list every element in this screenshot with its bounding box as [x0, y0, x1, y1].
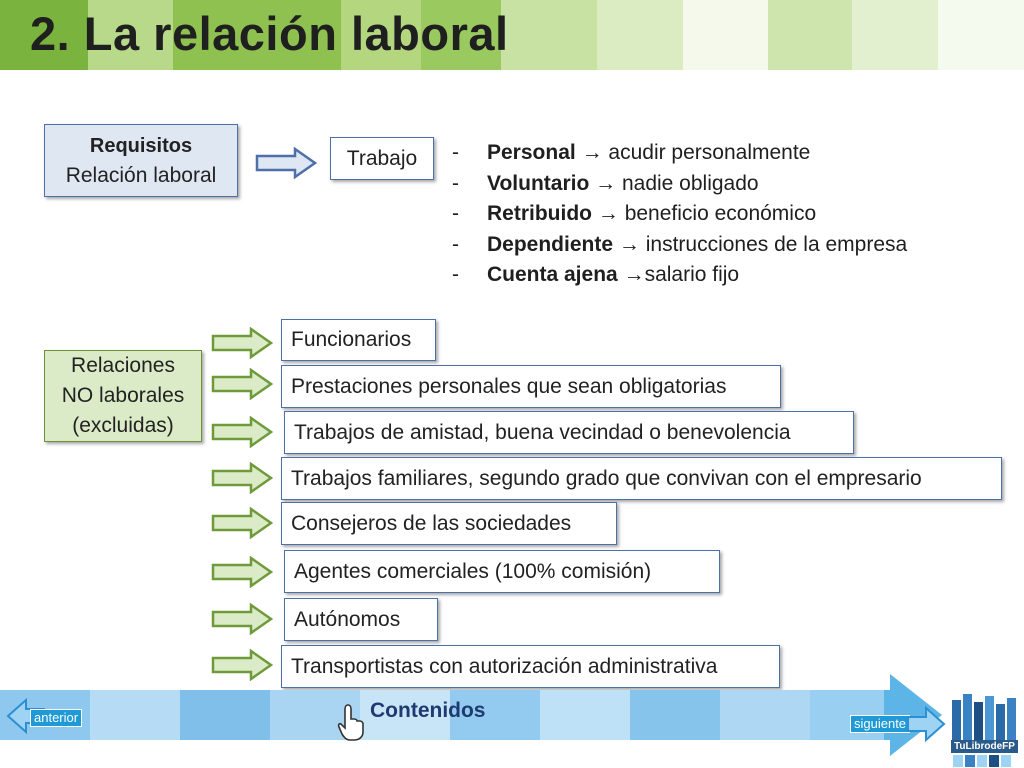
green-arrow-icon: [211, 368, 273, 400]
transportistas-box: Transportistas con autorización administrativa: [281, 645, 780, 688]
contenidos-link[interactable]: Contenidos: [370, 699, 486, 722]
blue-arrow-icon: [255, 147, 317, 179]
green-arrow-icon: [211, 603, 273, 635]
list-item: - Personal → acudir personalmente: [452, 141, 811, 164]
prestaciones-box: Prestaciones personales que sean obligatorias: [281, 365, 781, 408]
trabajos-familiares-box: Trabajos familiares, segundo grado que convivan con el empresario: [281, 457, 1002, 500]
next-arrow-icon[interactable]: [906, 706, 946, 742]
requisitos-label: Requisitos: [89, 134, 193, 157]
relaciones-label: Relaciones: [71, 354, 175, 377]
siguiente-button[interactable]: siguiente: [850, 715, 910, 733]
list-item: - Voluntario → nadie obligado: [452, 171, 759, 195]
excluidas-label: (excluidas): [72, 414, 174, 437]
relaciones-no-laborales-box: [44, 350, 202, 442]
no-laborales-label: NO laborales: [61, 384, 185, 407]
consejeros-box: Consejeros de las sociedades: [281, 502, 617, 545]
green-arrow-icon: [211, 507, 273, 539]
requisitos-list: [452, 138, 907, 291]
list-item: - Retribuido → beneficio económico: [452, 202, 817, 226]
green-arrow-icon: [211, 649, 273, 681]
list-item: - Cuenta ajena →salario fijo: [452, 263, 740, 287]
relacion-laboral-label: Relación laboral: [65, 163, 217, 187]
logo-text: TuLibrodeFP: [951, 740, 1018, 753]
green-arrow-icon: [211, 556, 273, 588]
requisitos-box: [44, 124, 238, 197]
page-title: 2. La relación laboral: [30, 7, 509, 60]
green-arrow-icon: [211, 462, 273, 494]
autonomos-box: Autónomos: [284, 598, 438, 641]
green-arrow-icon: [211, 327, 273, 359]
trabajo-box: Trabajo: [330, 137, 434, 180]
anterior-button[interactable]: anterior: [30, 709, 82, 727]
trabajos-amistad-box: Trabajos de amistad, buena vecindad o benevolencia: [284, 411, 854, 454]
green-arrow-icon: [211, 416, 273, 448]
tulibrodefp-logo-icon: [950, 692, 1022, 740]
hand-pointer-icon[interactable]: [336, 702, 366, 742]
list-item: - Dependiente → instrucciones de la empresa: [452, 232, 908, 256]
logo-books-icon: [951, 755, 1023, 767]
funcionarios-box: Funcionarios: [281, 319, 436, 361]
agentes-comerciales-box: Agentes comerciales (100% comisión): [284, 550, 720, 593]
